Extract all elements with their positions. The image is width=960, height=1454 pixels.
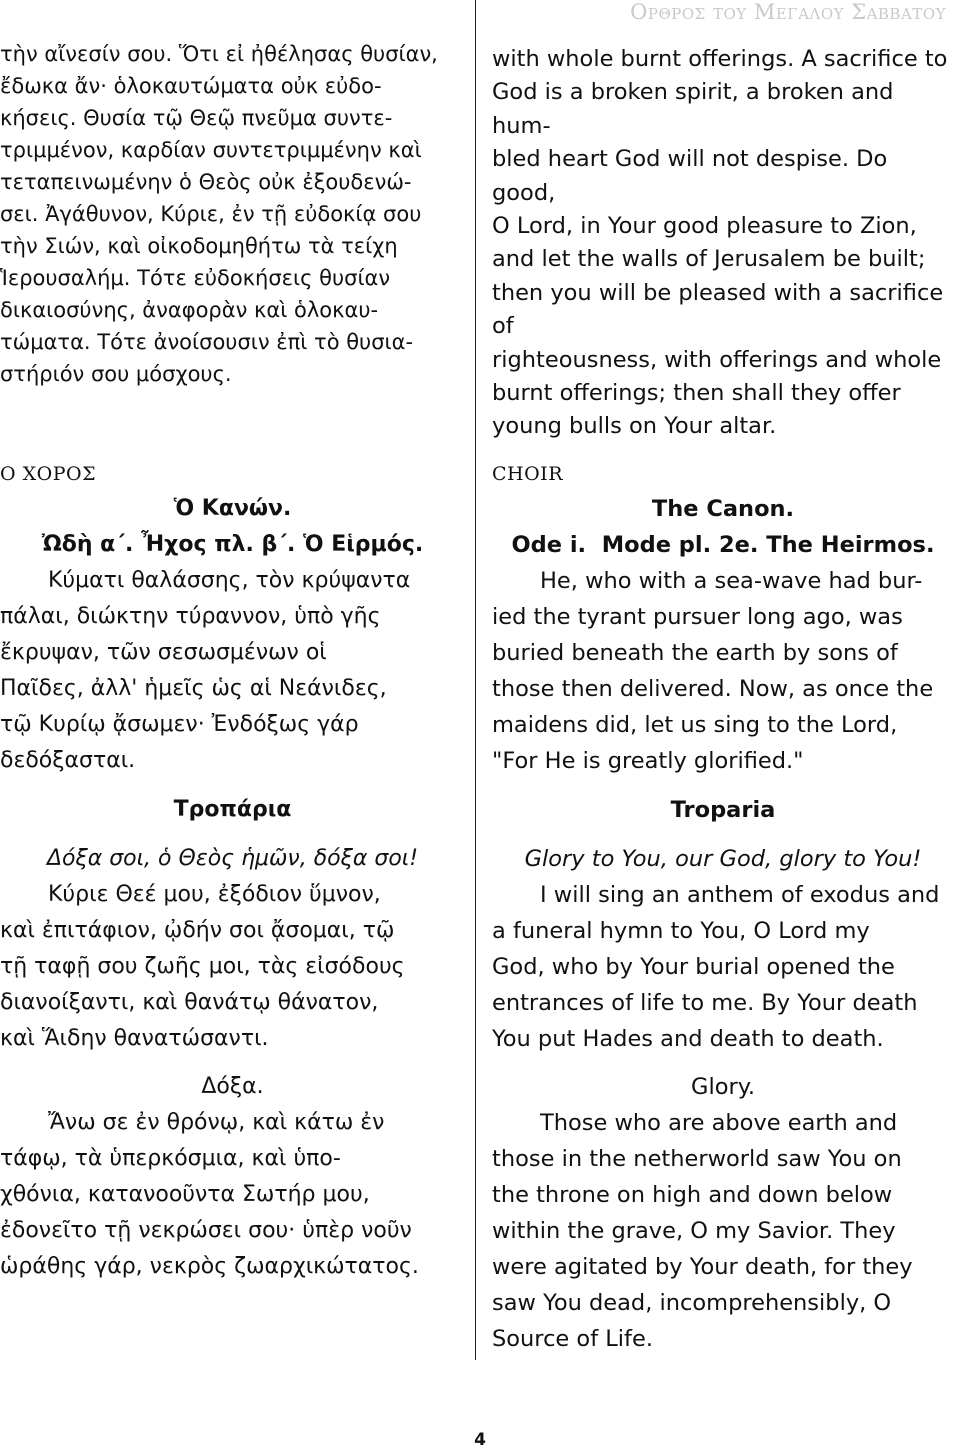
greek-line: ὡράθης γάρ, νεκρὸς ζωαρχικώτατος.: [0, 1254, 419, 1279]
greek-line: τώματα. Τότε ἀνοίσουσιν ἐπὶ τὸ θυσια-: [0, 330, 414, 354]
english-line: Source of Life.: [492, 1326, 653, 1352]
english-line: O Lord, in Your good pleasure to Zion,: [492, 213, 917, 240]
greek-line: ἐδονεῖτο τῇ νεκρώσει σου· ὑπὲρ νοῦν: [0, 1218, 412, 1243]
greek-line: Παῖδες, ἀλλ' ἡμεῖς ὡς αἱ Νεάνιδες,: [0, 676, 387, 701]
greek-line: τάφῳ, τὰ ὑπερκόσμια, καὶ ὑπο-: [0, 1146, 341, 1171]
greek-refrain: Δόξα σοι, ὁ Θεὸς ἡμῶν, δόξα σοι!: [46, 846, 419, 871]
english-line: Those who are above earth and: [540, 1110, 898, 1136]
greek-line: δικαιοσύνης, ἀναφορὰν καὶ ὁλοκαυ-: [0, 298, 379, 322]
page-number: 4: [474, 1430, 486, 1450]
greek-line: στήριόν σου μόσχους.: [0, 362, 232, 386]
greek-line: Ἄνω σε ἐν θρόνῳ, καὶ κάτω ἐν: [48, 1110, 385, 1135]
english-troparion-1: [492, 877, 954, 1057]
english-line: and let the walls of Jerusalem be built;: [492, 246, 926, 273]
greek-psalm-continuation: [0, 38, 465, 390]
english-line: bled heart God will not despise. Do good,: [492, 146, 888, 206]
greek-line: Ἱερουσαλήμ. Τότε εὐδοκήσεις θυσίαν: [0, 266, 391, 290]
greek-line: τὴν Σιών, καὶ οἰκοδομηθήτω τὰ τείχη: [0, 234, 398, 258]
english-line: God, who by Your burial opened the: [492, 954, 895, 980]
greek-line: σει. Ἀγάθυνον, Κύριε, ἐν τῇ εὐδοκίᾳ σου: [0, 202, 422, 226]
greek-line: καὶ ἐπιτάφιον, ᾠδήν σοι ᾄσομαι, τῷ: [0, 918, 395, 943]
english-line: within the grave, O my Savior. They: [492, 1218, 896, 1244]
greek-glory: Δόξα.: [201, 1074, 264, 1099]
english-line: He, who with a sea-wave had bur-: [540, 568, 923, 594]
greek-line: καὶ Ἅιδην θανατώσαντι.: [0, 1026, 269, 1051]
greek-line: δεδόξασται.: [0, 748, 136, 773]
english-line: I will sing an anthem of exodus and: [540, 882, 940, 908]
greek-line: πάλαι, διώκτην τύραννον, ὑπὸ γῆς: [0, 604, 381, 629]
english-heirmos: [492, 563, 954, 779]
english-line: those in the netherworld saw You on: [492, 1146, 902, 1172]
greek-line: κήσεις. Θυσία τῷ Θεῷ πνεῦμα συντε-: [0, 106, 393, 130]
english-line: saw You dead, incomprehensibly, O: [492, 1290, 892, 1316]
english-line: God is a broken spirit, a broken and hum-: [492, 79, 894, 139]
greek-troparia-heading: Τροπάρια: [173, 797, 292, 822]
greek-speaker-label: Ο ΧΟΡΟΣ: [0, 463, 97, 485]
greek-line: χθόνια, κατανοοῦντα Σωτήρ μου,: [0, 1182, 370, 1207]
greek-ode-heading: Ὠδὴ α΄. Ἦχος πλ. β΄. Ὁ Εἱρμός.: [41, 532, 424, 557]
english-line: with whole burnt offerings. A sacrifice to: [492, 46, 948, 72]
english-line: were agitated by Your death, for they: [492, 1254, 913, 1280]
english-line: buried beneath the earth by sons of: [492, 640, 898, 666]
english-line: young bulls on Your altar.: [492, 413, 777, 440]
english-line: You put Hades and death to death.: [492, 1026, 884, 1052]
english-line: those then delivered. Now, as once the: [492, 676, 934, 702]
greek-line: Κύριε Θεέ μου, ἐξόδιον ὕμνον,: [48, 882, 381, 907]
greek-line: τὴν αἴνεσίν σου. Ὅτι εἰ ἠθέλησας θυσίαν,: [0, 42, 438, 66]
greek-troparion-2: [0, 1105, 465, 1285]
english-ode-heading: Ode i. Mode pl. 2e. The Heirmos.: [511, 532, 935, 558]
english-line: the throne on high and down below: [492, 1182, 893, 1208]
english-glory: Glory.: [691, 1074, 755, 1100]
english-line: a funeral hymn to You, O Lord my: [492, 918, 870, 944]
greek-line: ἔδωκα ἄν· ὁλοκαυτώματα οὐκ εὐδο-: [0, 74, 382, 98]
english-line: then you will be pleased with a sacrifice of: [492, 279, 944, 340]
english-line: entrances of life to me. By Your death: [492, 990, 918, 1016]
english-troparia-heading: Troparia: [670, 797, 776, 823]
english-line: maidens did, let us sing to the Lord,: [492, 712, 898, 738]
english-line: ied the tyrant pursuer long ago, was: [492, 604, 903, 630]
english-troparion-2: [492, 1105, 954, 1357]
english-line: righteousness, with offerings and whole: [492, 346, 942, 373]
greek-canon-column: [0, 491, 465, 1285]
greek-line: ἔκρυψαν, τῶν σεσωσμένων οἱ: [0, 640, 327, 665]
english-canon-title: The Canon.: [651, 496, 795, 522]
greek-line: τῇ ταφῇ σου ζωῆς μοι, τὰς εἰσόδους: [0, 954, 405, 979]
greek-heirmos: [0, 563, 465, 779]
english-psalm-continuation: [492, 43, 954, 444]
greek-line: τῷ Κυρίῳ ᾄσωμεν· Ἐνδόξως γάρ: [0, 712, 359, 737]
greek-troparion-1: [0, 877, 465, 1057]
greek-line: τεταπεινωμένην ὁ Θεὸς οὐκ ἐξουδενώ-: [0, 170, 412, 194]
english-line: burnt offerings; then shall they offer: [492, 380, 901, 407]
column-divider: [475, 0, 476, 1360]
english-line: "For He is greatly glorified.": [492, 748, 804, 774]
english-speaker-label: CHOIR: [492, 463, 563, 485]
running-header: Ορθρος του Μεγαλου Σαββατου: [630, 0, 946, 24]
greek-canon-title: Ὁ Κανών.: [173, 496, 292, 521]
greek-line: διανοίξαντι, καὶ θανάτῳ θάνατον,: [0, 990, 379, 1015]
english-canon-column: [492, 491, 954, 1357]
english-refrain: Glory to You, our God, glory to You!: [524, 846, 922, 872]
greek-line: τριμμένον, καρδίαν συντετριμμένην καὶ: [0, 138, 422, 162]
greek-line: Κύματι θαλάσσης, τὸν κρύψαντα: [48, 568, 411, 593]
